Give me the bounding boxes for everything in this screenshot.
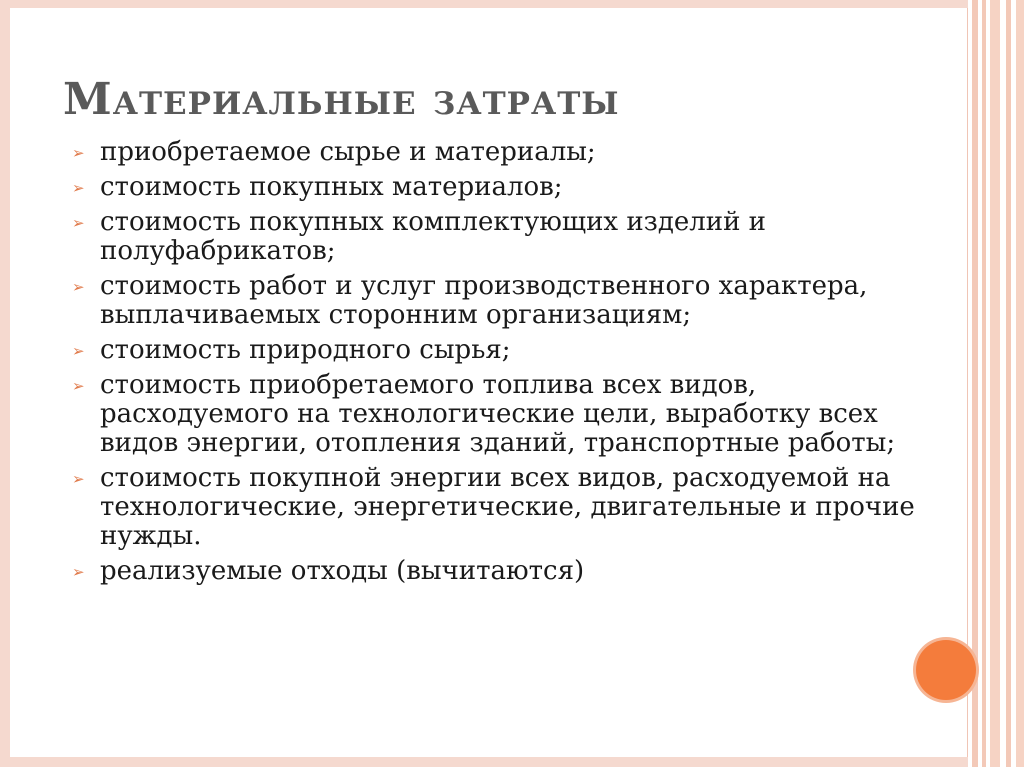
chevron-right-icon: ➢	[72, 144, 85, 162]
stripe	[990, 0, 1000, 767]
list-item	[72, 464, 952, 551]
stripe	[972, 0, 978, 767]
list-item	[72, 557, 952, 586]
chevron-right-icon: ➢	[72, 278, 85, 296]
frame-top-border	[0, 0, 1024, 8]
bullet-list	[72, 138, 952, 592]
chevron-right-icon: ➢	[72, 214, 85, 232]
list-item-text: приобретаемое сырье и материалы;	[100, 137, 596, 167]
list-item-text: стоимость приобретаемого топлива всех видов, расходуемого на технологические цели, выработку всех видов энергии, отопления зданий, транспортные работы;	[100, 370, 896, 458]
frame-bottom-border	[0, 757, 1024, 767]
stripe	[1006, 0, 1011, 767]
chevron-right-icon: ➢	[72, 342, 85, 360]
chevron-right-icon: ➢	[72, 179, 85, 197]
chevron-right-icon: ➢	[72, 563, 85, 581]
list-item-text: стоимость покупных комплектующих изделий и полуфабрикатов;	[100, 207, 767, 266]
list-item-text: стоимость покупной энергии всех видов, расходуемой на технологические, энергетические, двигательные и прочие нужды.	[100, 463, 915, 551]
list-item	[72, 138, 952, 167]
chevron-right-icon: ➢	[72, 470, 85, 488]
chevron-right-icon: ➢	[72, 377, 85, 395]
frame-left-border	[0, 0, 10, 767]
slide-title: Материальные затраты	[63, 74, 620, 125]
list-item-text: стоимость работ и услуг производственного характера, выплачиваемых сторонним организациям;	[100, 271, 868, 330]
decorative-orange-circle	[916, 640, 976, 700]
list-item-text: реализуемые отходы (вычитаются)	[100, 556, 585, 586]
stripe	[982, 0, 986, 767]
list-item	[72, 173, 952, 202]
list-item-text: стоимость покупных материалов;	[100, 172, 563, 202]
list-item	[72, 272, 952, 330]
list-item	[72, 371, 952, 458]
list-item-text: стоимость природного сырья;	[100, 335, 511, 365]
stripe	[1016, 0, 1024, 767]
list-item	[72, 208, 952, 266]
list-item	[72, 336, 952, 365]
frame-right-stripes	[968, 0, 1024, 767]
